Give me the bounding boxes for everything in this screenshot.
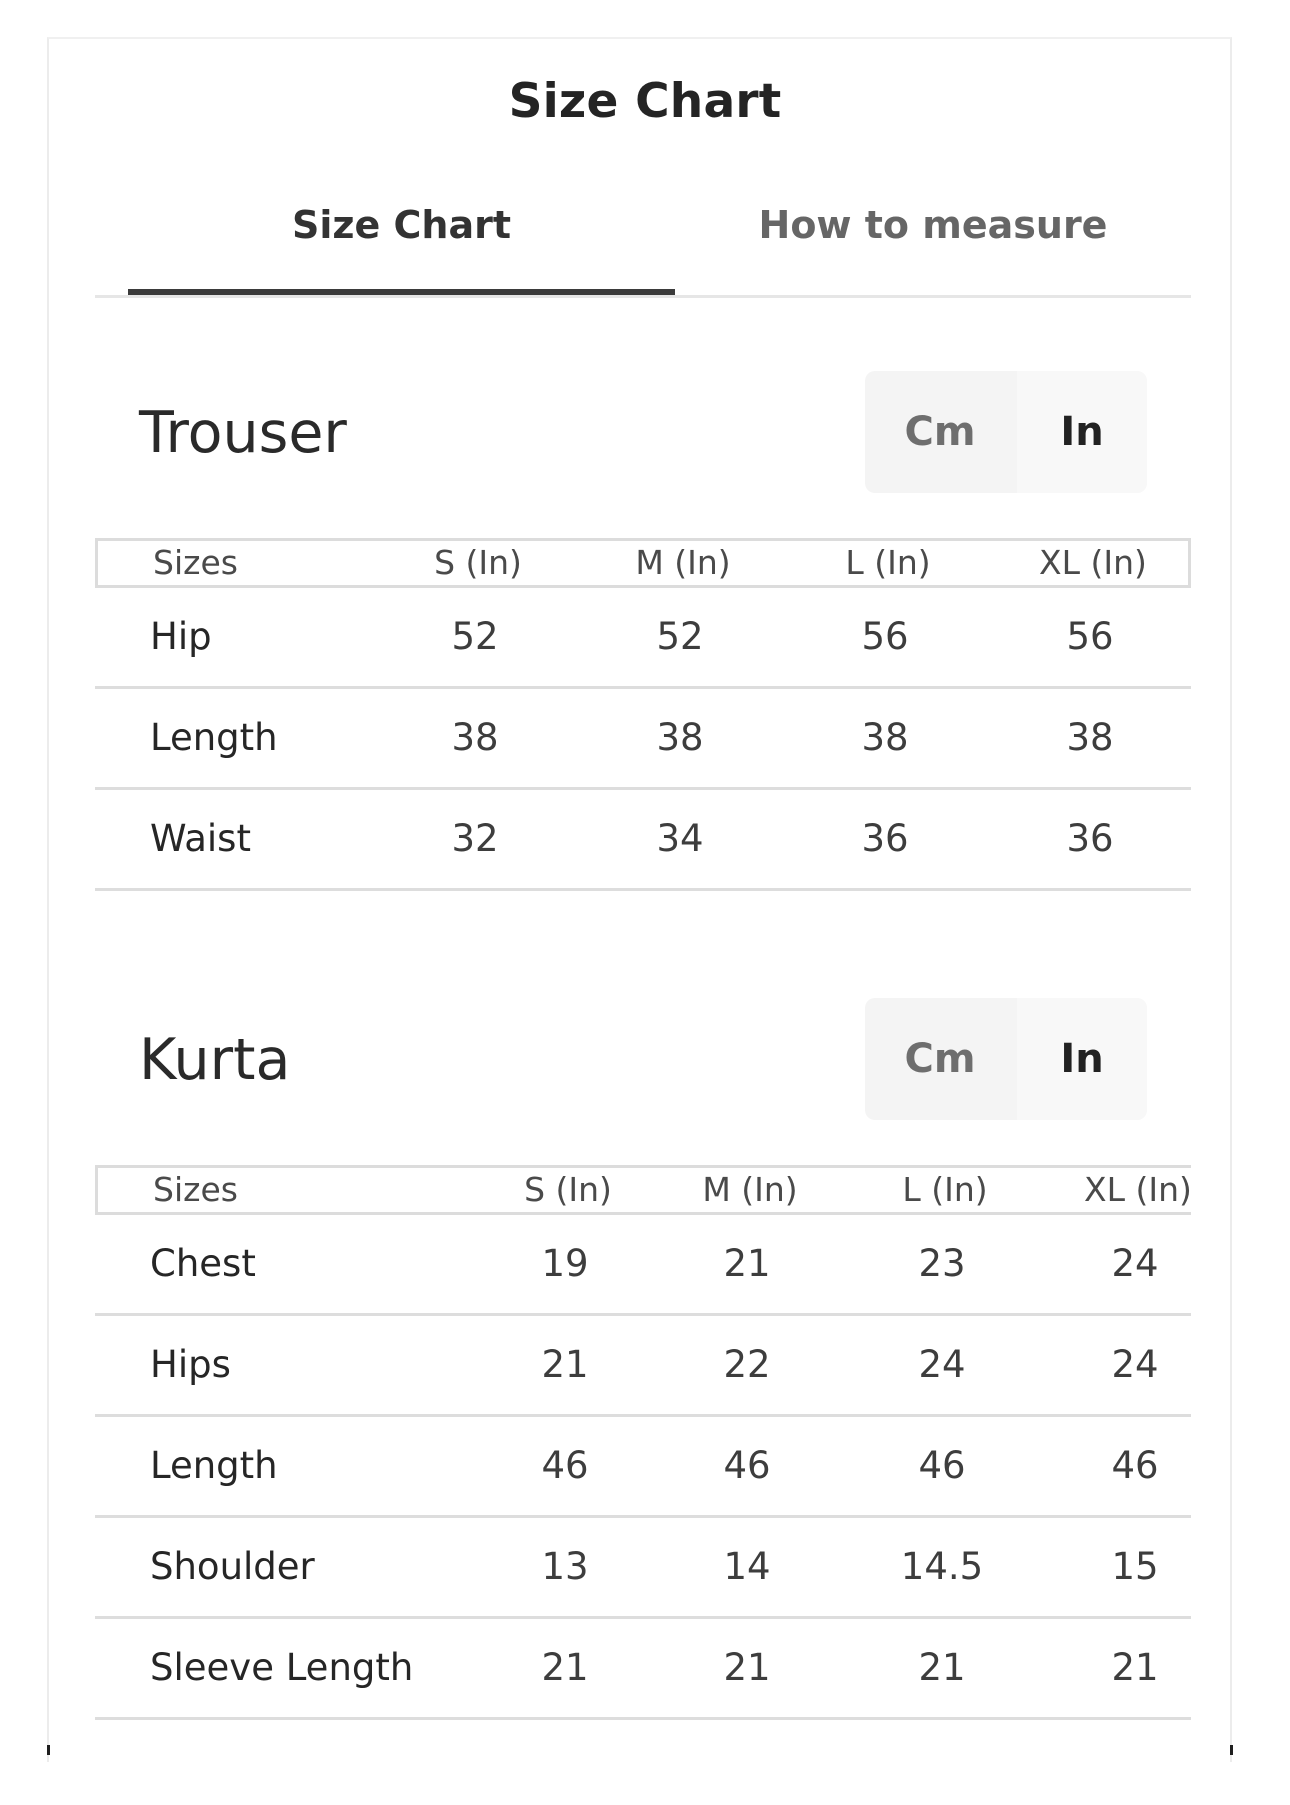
kurta-unit-cm-button[interactable]: Cm: [904, 1036, 976, 1082]
active-tab-indicator: [128, 289, 675, 295]
column-header: S (In): [434, 543, 522, 582]
table-row: [95, 1417, 1191, 1518]
table-cell: 46: [723, 1444, 771, 1487]
table-header-row: [95, 538, 1191, 588]
column-header: XL (In): [1084, 1170, 1192, 1209]
table-cell: 24: [1111, 1242, 1159, 1285]
table-cell: 21: [541, 1343, 589, 1386]
trouser-unit-cm-button[interactable]: Cm: [904, 409, 976, 455]
table-cell: 38: [656, 716, 704, 759]
table-cell: 24: [1111, 1343, 1159, 1386]
table-cell: 19: [541, 1242, 589, 1285]
table-row: [95, 588, 1191, 689]
table-cell: 46: [541, 1444, 589, 1487]
column-header: Sizes: [153, 543, 238, 582]
table-cell: 56: [1066, 615, 1114, 658]
column-header: S (In): [524, 1170, 612, 1209]
table-cell: 21: [1111, 1646, 1159, 1689]
table-row: [95, 1518, 1191, 1619]
tab-size-chart[interactable]: [128, 180, 675, 292]
row-label: Length: [150, 1444, 278, 1487]
table-cell: 15: [1111, 1545, 1159, 1588]
row-label: Waist: [150, 817, 251, 860]
row-label: Chest: [150, 1242, 256, 1285]
table-cell: 38: [1066, 716, 1114, 759]
table-cell: 52: [451, 615, 499, 658]
kurta-size-table: [95, 1165, 1191, 1720]
column-header: M (In): [702, 1170, 798, 1209]
kurta-unit-toggle: [865, 998, 1147, 1120]
table-row: [95, 1316, 1191, 1417]
tab-size-chart-label: Size Chart: [291, 203, 511, 247]
column-header: M (In): [635, 543, 731, 582]
table-cell: 52: [656, 615, 704, 658]
row-label: Length: [150, 716, 278, 759]
left-edge-marker: [47, 1745, 50, 1755]
table-cell: 13: [541, 1545, 589, 1588]
modal-title: Size Chart: [508, 74, 782, 129]
row-label: Shoulder: [150, 1545, 315, 1588]
table-cell: 21: [723, 1242, 771, 1285]
tab-how-to-measure[interactable]: [675, 180, 1191, 292]
table-cell: 38: [861, 716, 909, 759]
column-header: XL (In): [1039, 543, 1147, 582]
kurta-unit-in-button[interactable]: In: [1017, 998, 1147, 1120]
trouser-unit-toggle: [865, 371, 1147, 493]
table-cell: 23: [918, 1242, 966, 1285]
row-label: Sleeve Length: [150, 1646, 414, 1689]
column-header: Sizes: [153, 1170, 238, 1209]
table-cell: 38: [451, 716, 499, 759]
kurta-section-title: Kurta: [139, 1027, 291, 1093]
row-label: Hip: [150, 615, 212, 658]
tab-bar: [95, 180, 1191, 298]
table-row: [95, 689, 1191, 790]
table-cell: 24: [918, 1343, 966, 1386]
table-cell: 34: [656, 817, 704, 860]
table-row: [95, 1619, 1191, 1720]
table-cell: 22: [723, 1343, 771, 1386]
trouser-section-title: Trouser: [139, 400, 347, 466]
table-cell: 46: [1111, 1444, 1159, 1487]
table-cell: 46: [918, 1444, 966, 1487]
table-row: [95, 1215, 1191, 1316]
trouser-unit-in-button[interactable]: In: [1017, 371, 1147, 493]
table-cell: 21: [723, 1646, 771, 1689]
table-cell: 21: [918, 1646, 966, 1689]
table-cell: 21: [541, 1646, 589, 1689]
trouser-size-table: [95, 538, 1191, 891]
table-cell: 56: [861, 615, 909, 658]
table-header-row: [95, 1165, 1191, 1215]
right-edge-marker: [1230, 1745, 1233, 1755]
column-header: L (In): [902, 1170, 988, 1209]
table-row: [95, 790, 1191, 891]
table-cell: 14: [723, 1545, 771, 1588]
table-cell: 36: [1066, 817, 1114, 860]
column-header: L (In): [845, 543, 931, 582]
table-cell: 14.5: [900, 1545, 984, 1588]
row-label: Hips: [150, 1343, 231, 1386]
table-cell: 32: [451, 817, 499, 860]
table-cell: 36: [861, 817, 909, 860]
tab-how-to-measure-label: How to measure: [758, 203, 1108, 247]
